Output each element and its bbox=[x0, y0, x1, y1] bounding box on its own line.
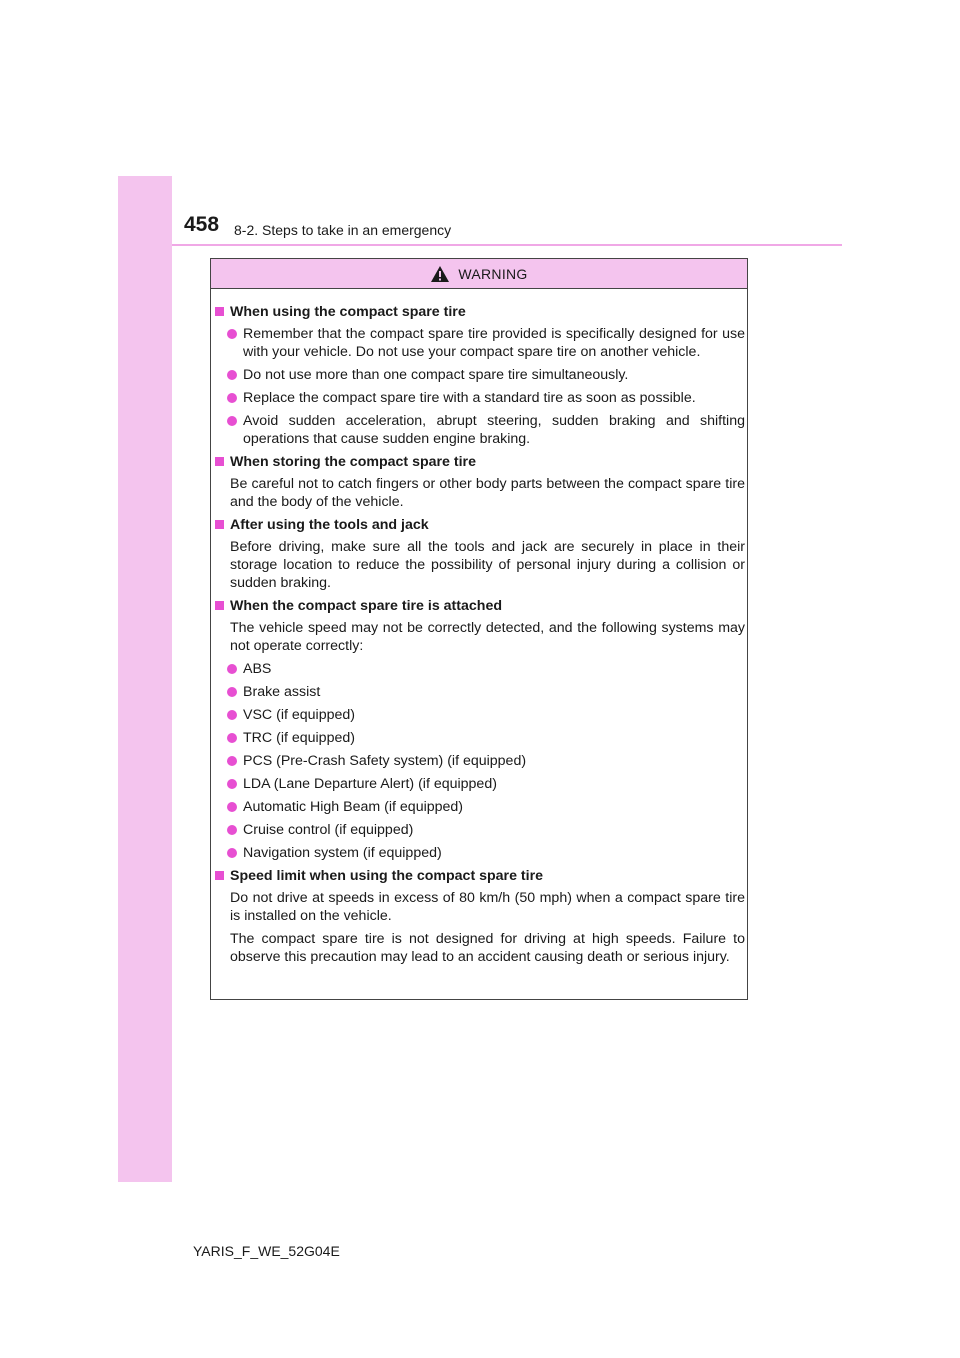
round-bullet-icon bbox=[227, 848, 237, 858]
paragraph: Before driving, make sure all the tools and jack are securely in place in their storage location to reduce the possibility of personal injury during a collision or sudden braking. bbox=[230, 539, 745, 591]
list-item: Do not use more than one compact spare tire simultaneously. bbox=[215, 366, 745, 384]
section-heading: When using the compact spare tire bbox=[215, 303, 745, 321]
round-bullet-icon bbox=[227, 802, 237, 812]
list-item: Remember that the compact spare tire provided is specifically designed for use with your vehicle. Do not use your compact spare tire on another vehicle. bbox=[215, 325, 745, 361]
footer-code: YARIS_F_WE_52G04E bbox=[193, 1243, 340, 1259]
section-title: 8-2. Steps to take in an emergency bbox=[234, 222, 452, 238]
paragraph: Do not drive at speeds in excess of 80 km/h (50 mph) when a compact spare tire is installed on the vehicle. bbox=[230, 890, 745, 924]
section-heading: Speed limit when using the compact spare tire bbox=[215, 867, 745, 885]
list-item: ABS bbox=[215, 660, 745, 678]
round-bullet-icon bbox=[227, 710, 237, 720]
section-heading: When the compact spare tire is attached bbox=[215, 597, 745, 615]
section-heading: After using the tools and jack bbox=[215, 516, 745, 534]
round-bullet-icon bbox=[227, 825, 237, 835]
round-bullet-icon bbox=[227, 733, 237, 743]
square-bullet-icon bbox=[215, 601, 224, 610]
list-item: PCS (Pre-Crash Safety system) (if equipped) bbox=[215, 752, 745, 770]
warning-label: WARNING bbox=[458, 265, 528, 282]
square-bullet-icon bbox=[215, 307, 224, 316]
square-bullet-icon bbox=[215, 457, 224, 466]
section-heading: When storing the compact spare tire bbox=[215, 453, 745, 471]
paragraph: Be careful not to catch fingers or other body parts between the compact spare tire and the body of the vehicle. bbox=[230, 476, 745, 510]
warning-body bbox=[215, 303, 745, 971]
page-number: 458 bbox=[184, 213, 220, 236]
list-item: VSC (if equipped) bbox=[215, 706, 745, 724]
round-bullet-icon bbox=[227, 393, 237, 403]
warning-triangle-icon bbox=[430, 265, 450, 283]
list-item: LDA (Lane Departure Alert) (if equipped) bbox=[215, 775, 745, 793]
paragraph: The vehicle speed may not be correctly detected, and the following systems may not operate correctly: bbox=[230, 620, 745, 654]
round-bullet-icon bbox=[227, 779, 237, 789]
round-bullet-icon bbox=[227, 370, 237, 380]
list-item: Brake assist bbox=[215, 683, 745, 701]
list-item: TRC (if equipped) bbox=[215, 729, 745, 747]
list-item: Navigation system (if equipped) bbox=[215, 844, 745, 862]
list-item: Automatic High Beam (if equipped) bbox=[215, 798, 745, 816]
list-item: Replace the compact spare tire with a standard tire as soon as possible. bbox=[215, 389, 745, 407]
round-bullet-icon bbox=[227, 756, 237, 766]
warning-header bbox=[211, 259, 747, 289]
paragraph: The compact spare tire is not designed for driving at high speeds. Failure to observe this precaution may lead to an accident causing death or serious injury. bbox=[230, 931, 745, 965]
list-item: Cruise control (if equipped) bbox=[215, 821, 745, 839]
square-bullet-icon bbox=[215, 520, 224, 529]
round-bullet-icon bbox=[227, 329, 237, 339]
side-tab-band bbox=[118, 176, 172, 1182]
list-item: Avoid sudden acceleration, abrupt steering, sudden braking and shifting operations that cause sudden engine braking. bbox=[215, 412, 745, 448]
warning-box bbox=[210, 258, 748, 1000]
square-bullet-icon bbox=[215, 871, 224, 880]
header-rule bbox=[172, 244, 842, 246]
round-bullet-icon bbox=[227, 687, 237, 697]
round-bullet-icon bbox=[227, 664, 237, 674]
round-bullet-icon bbox=[227, 416, 237, 426]
